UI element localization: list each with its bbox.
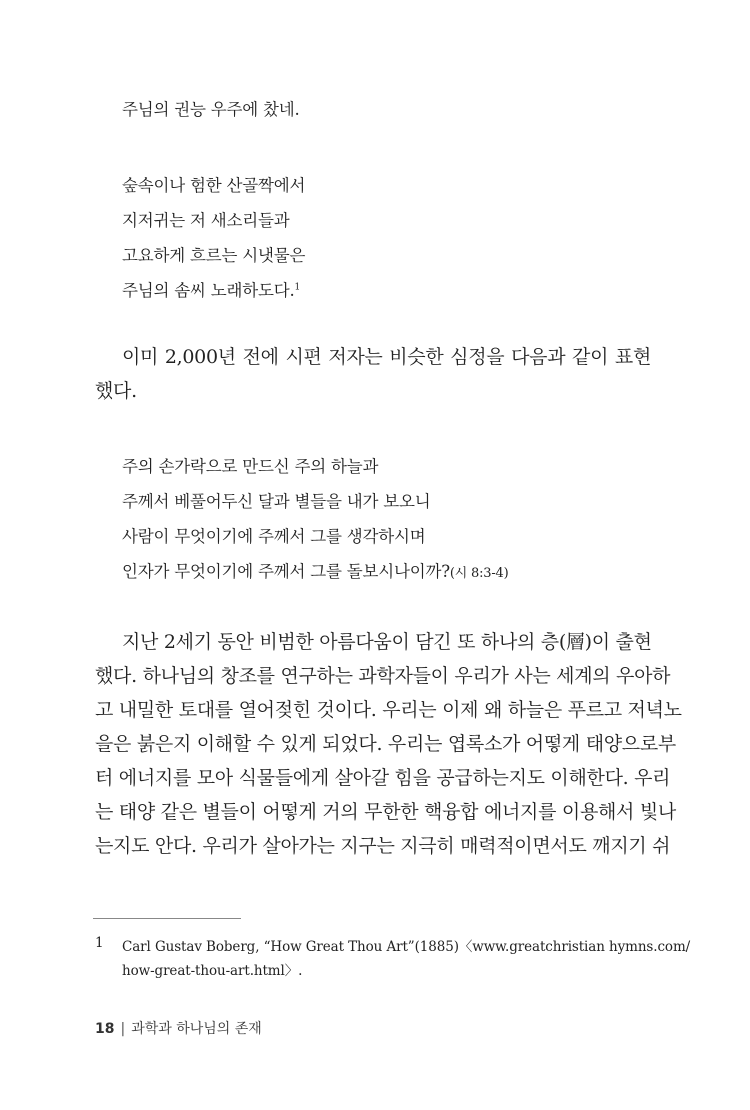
body-line-4: 을은 붉은지 이해할 수 있게 되었다. 우리는 엽록소가 어떻게 태양으로부 [95,733,676,755]
body-line-5: 터 에너지를 모아 식물들에게 살아갈 힘을 공급하는지도 이해한다. 우리 [95,767,671,789]
body-line-2: 했다. 하나님의 창조를 연구하는 과학자들이 우리가 사는 세계의 우아하 [95,665,671,687]
body-line-3: 고 내밀한 토대를 열어젖힌 것이다. 우리는 이제 왜 하늘은 푸르고 저녁노 [95,699,682,721]
hymn-line-2: 숲속이나 험한 산골짝에서 [122,176,306,195]
body-line-6: 는 태양 같은 별들이 어떻게 거의 무한한 핵융합 에너지를 이용해서 빛나 [95,801,676,823]
psalm-line-1: 주의 손가락으로 만드신 주의 하늘과 [122,457,379,476]
page-number: 18 [95,1021,115,1037]
intro-line-1: 이미 2,000년 전에 시편 저자는 비슷한 심정을 다음과 같이 표현 [122,346,651,368]
hymn-line-5: 주님의 솜씨 노래하도다.$^1$ [122,281,301,300]
footnote-line-1: Carl Gustav Boberg, “How Great Thou Art”(1885)〈www.greatchristian hymns.com/ [122,939,691,955]
psalm-line-4: 인자가 무엇이기에 주께서 그를 돌보시나이까?(시 8:3-4) [122,562,509,581]
footer-separator: | [120,1021,126,1037]
footnote-line-2: how-great-thou-art.html〉. [122,963,303,979]
hymn-line-3: 지저귀는 저 새소리들과 [122,211,290,230]
footnote-rule [93,918,241,919]
body-line-7: 는지도 안다. 우리가 살아가는 지구는 지극히 매력적이면서도 깨지기 쉬 [95,835,671,857]
psalm-line-3: 사람이 무엇이기에 주께서 그를 생각하시며 [122,527,426,546]
body-line-1: 지난 2세기 동안 비범한 아름다움이 담긴 또 하나의 층(層)이 출현 [122,631,652,653]
page-footer [95,1018,262,1038]
psalm-line-2: 주께서 베풀어두신 달과 별들을 내가 보오니 [122,492,431,511]
hymn-line-4: 고요하게 흐르는 시냇물은 [122,246,306,265]
intro-line-2: 했다. [95,380,137,402]
psalm-reference: (시 8:3-4) [449,566,509,581]
hymn-line-1: 주님의 권능 우주에 찼네. [122,100,300,119]
footnote-number: 1 [95,935,104,951]
book-title: 과학과 하나님의 존재 [131,1021,262,1037]
footnote-marker: 1 [294,282,301,293]
